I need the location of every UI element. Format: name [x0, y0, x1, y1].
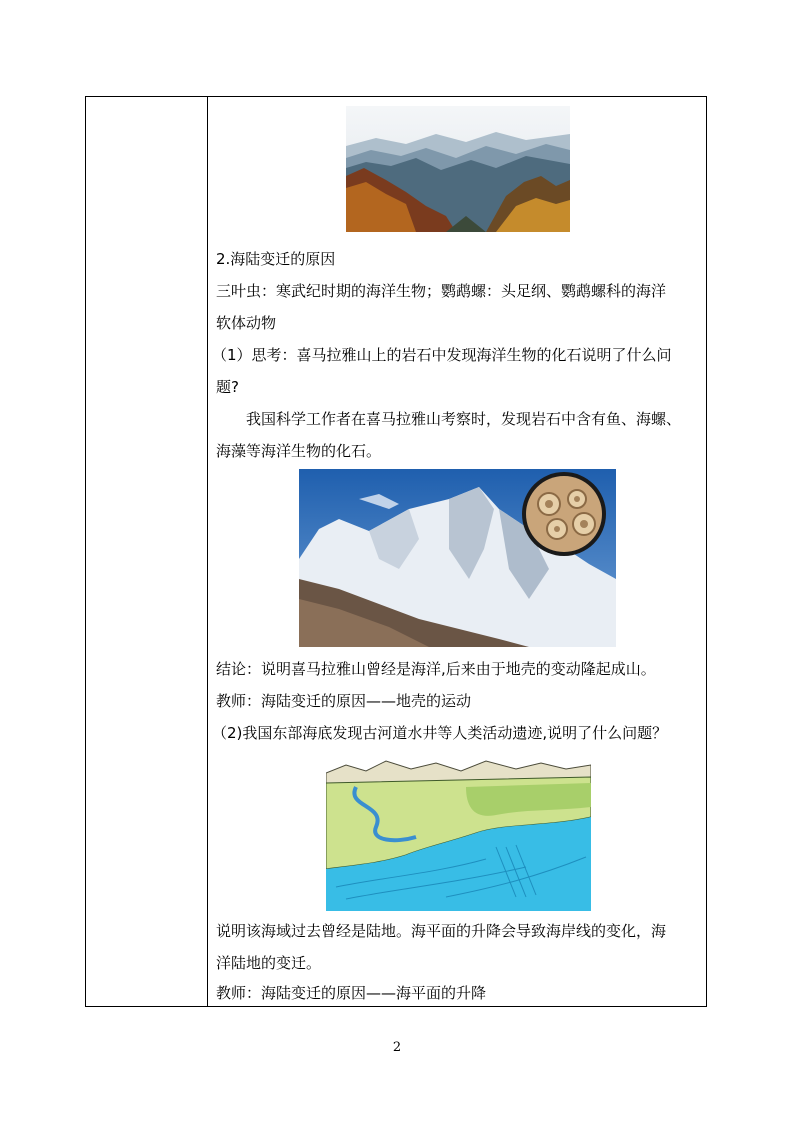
- fossil-text-line1: 我国科学工作者在喜马拉雅山考察时，发现岩石中含有鱼、海螺、: [246, 410, 682, 428]
- mountain-landscape-image: [346, 106, 570, 232]
- right-column: [208, 97, 706, 1006]
- left-column: [86, 97, 208, 1006]
- coastline-illustration: [326, 747, 591, 911]
- conclusion-text: 结论：说明喜马拉雅山曾经是海洋,后来由于地壳的变动隆起成山。: [216, 660, 656, 678]
- teacher-text-2: 教师：海陆变迁的原因——海平面的升降: [216, 984, 487, 1002]
- trilobite-text-line1: 三叶虫：寒武纪时期的海洋生物；鹦鹉螺：头足纲、鹦鹉螺科的海洋: [216, 282, 667, 300]
- trilobite-text-line2: 软体动物: [216, 314, 277, 332]
- question1-line1: （1）思考：喜马拉雅山上的岩石中发现海洋生物的化石说明了什么问: [212, 346, 672, 364]
- page-number: 2: [392, 1040, 402, 1055]
- explain-text-line1: 说明该海域过去曾经是陆地。海平面的升降会导致海岸线的变化，海: [216, 922, 667, 940]
- teacher-text-1: 教师：海陆变迁的原因——地壳的运动: [216, 692, 472, 710]
- content-table: [85, 96, 707, 1007]
- question1-line2: 题?: [216, 378, 239, 396]
- section-title: 2.海陆变迁的原因: [216, 250, 336, 268]
- question2-text: （2)我国东部海底发现古河道水井等人类活动遗迹,说明了什么问题？: [212, 724, 668, 742]
- explain-text-line2: 洋陆地的变迁。: [216, 954, 322, 972]
- fossil-text-line2: 海藻等海洋生物的化石。: [216, 442, 382, 460]
- himalaya-fossil-image: [299, 469, 616, 647]
